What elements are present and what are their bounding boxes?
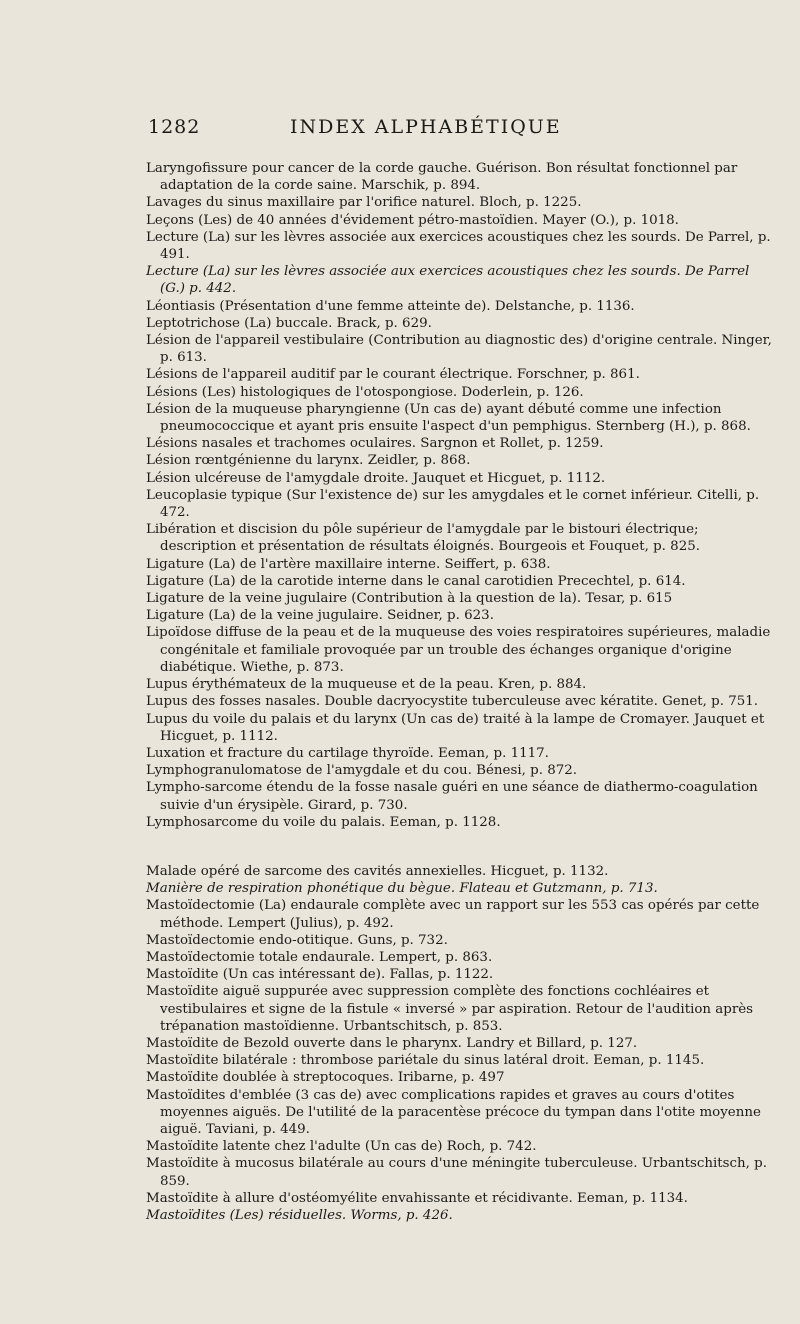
index-entry: Mastoïdite de Bezold ouverte dans le pharynx. Landry et Billard, p. 127. <box>146 1035 638 1051</box>
index-entry: Mastoïdite (Un cas intéressant de). Fallas, p. 1122. <box>146 967 494 983</box>
index-entry: Mastoïdectomie endo-otitique. Guns, p. 732. <box>146 932 448 948</box>
index-section-l <box>146 160 772 831</box>
index-entry: Lecture (La) sur les lèvres associée aux exercices acoustiques chez les sourds. De Parrel (G.) p. 442. <box>146 264 750 297</box>
index-section-m <box>146 863 772 1224</box>
index-entry: Leçons (Les) de 40 années d'évidement pétro-mastoïdien. Mayer (O.), p. 1018. <box>146 212 679 228</box>
index-entry: Lympho-sarcome étendu de la fosse nasale guéri en une séance de diathermo-coagulation suivie d'un érysipèle. Girard, p. 730. <box>146 780 758 813</box>
index-entry: Lupus du voile du palais et du larynx (Un cas de) traité à la lampe de Cromayer. Jauquet et Hicguet, p. 1112. <box>146 711 765 744</box>
index-entry: Leucoplasie typique (Sur l'existence de) sur les amygdales et le cornet inférieur. Citelli, p. 472. <box>146 487 760 521</box>
index-entry: Lésion de la muqueuse pharyngienne (Un cas de) ayant débuté comme une infection pneumococcique et ayant pris ensuite l'aspect d'un pemphigus. Sternberg (H.), p. 868. <box>146 401 751 435</box>
index-entry: Malade opéré de sarcome des cavités annexielles. Hicguet, p. 1132. <box>146 863 609 879</box>
index-entry: Ligature (La) de l'artère maxillaire interne. Seiffert, p. 638. <box>146 556 551 572</box>
index-entry: Lymphogranulomatose de l'amygdale et du cou. Bénesi, p. 872. <box>146 763 578 779</box>
index-entry: Lésion ulcéreuse de l'amygdale droite. Jauquet et Hicguet, p. 1112. <box>146 470 606 486</box>
index-entry: Ligature (La) de la veine jugulaire. Seidner, p. 623. <box>146 608 494 624</box>
index-entry: Lésion de l'appareil vestibulaire (Contribution au diagnostic des) d'origine centrale. Ninger, p. 613. <box>146 333 772 366</box>
index-entry: Mastoïdite aiguë suppurée avec suppression complète des fonctions cochléaires et vestibulaires et signe de la fistule « inversé » par aspiration. Retour de l'audition après trépanation mastoïdienne. Urbantschitsch, p. 853. <box>146 984 754 1034</box>
section-gap <box>146 831 772 863</box>
index-entry: Lecture (La) sur les lèvres associée aux exercices acoustiques chez les sourds. De Parrel, p. 491. <box>146 229 771 263</box>
index-entry: Mastoïdites d'emblée (3 cas de) avec complications rapides et graves au cours d'otites moyennes aiguës. De l'utilité de la paracentèse précoce du tympan dans l'otite moyenne aiguë. Taviani, p. 449. <box>146 1087 761 1137</box>
index-entry: Lipoïdose diffuse de la peau et de la muqueuse des voies respiratoires supérieures, maladie congénitale et familiale provoquée par un trouble des échanges organique d'origine diabétique. Wiethe, p. 873. <box>146 625 771 675</box>
index-entry: Libération et discision du pôle supérieur de l'amygdale par le bistouri électrique; description et présentation de résultats éloignés. Bourgeois et Fouquet, p. 825. <box>146 522 700 555</box>
index-entry: Luxation et fracture du cartilage thyroïde. Eeman, p. 1117. <box>146 745 549 761</box>
index-entry: Lésions de l'appareil auditif par le courant électrique. Forschner, p. 861. <box>146 367 640 383</box>
index-entry: Leptotrichose (La) buccale. Brack, p. 629. <box>146 315 432 331</box>
index-entry: Mastoïdectomie (La) endaurale complète avec un rapport sur les 553 cas opérés par cette méthode. Lempert (Julius), p. 492. <box>146 898 760 931</box>
index-entry: Mastoïdite à allure d'ostéomyélite envahissante et récidivante. Eeman, p. 1134. <box>146 1190 688 1206</box>
index-entry: Lavages du sinus maxillaire par l'orifice naturel. Bloch, p. 1225. <box>146 195 582 211</box>
index-entry: Mastoïdite latente chez l'adulte (Un cas de) Roch, p. 742. <box>146 1139 537 1155</box>
index-entry: Lésion rœntgénienne du larynx. Zeidler, p. 868. <box>146 453 471 469</box>
index-entry: Lupus érythémateux de la muqueuse et de la peau. Kren, p. 884. <box>146 677 587 693</box>
index-entry: Mastoïdite bilatérale : thrombose pariétale du sinus latéral droit. Eeman, p. 1145. <box>146 1053 705 1069</box>
index-entry: Ligature (La) de la carotide interne dans le canal carotidien Precechtel, p. 614. <box>146 573 686 589</box>
index-entry: Manière de respiration phonétique du bègue. Flateau et Gutzmann, p. 713. <box>146 881 658 897</box>
index-entry: Léontiasis (Présentation d'une femme atteinte de). Delstanche, p. 1136. <box>146 298 635 314</box>
index-entry: Lupus des fosses nasales. Double dacryocystite tuberculeuse avec kératite. Genet, p. 751. <box>146 694 759 710</box>
index-entry: Mastoïdite doublée à streptocoques. Iribarne, p. 497 <box>146 1070 505 1086</box>
index-entry: Lésions nasales et trachomes oculaires. Sargnon et Rollet, p. 1259. <box>146 436 604 452</box>
index-entry: Ligature de la veine jugulaire (Contribution à la question de la). Tesar, p. 615 <box>146 591 673 607</box>
index-entry: Mastoïdite à mucosus bilatérale au cours d'une méningite tuberculeuse. Urbantschitsch, p. 859. <box>146 1156 767 1189</box>
index-entry: Lésions (Les) histologiques de l'otospongiose. Doderlein, p. 126. <box>146 384 584 400</box>
index-entry: Laryngofissure pour cancer de la corde gauche. Guérison. Bon résultat fonctionnel par adaptation de la corde saine. Marschik, p. 894. <box>146 161 738 194</box>
index-entry: Mastoïdectomie totale endaurale. Lempert, p. 863. <box>146 949 493 965</box>
page-number: 1282 <box>148 116 201 138</box>
index-entry: Mastoïdites (Les) résiduelles. Worms, p. 426. <box>146 1207 453 1223</box>
index-body <box>146 160 772 1224</box>
index-entry: Lymphosarcome du voile du palais. Eeman, p. 1128. <box>146 814 501 830</box>
running-title: INDEX ALPHABÉTIQUE <box>290 116 562 138</box>
